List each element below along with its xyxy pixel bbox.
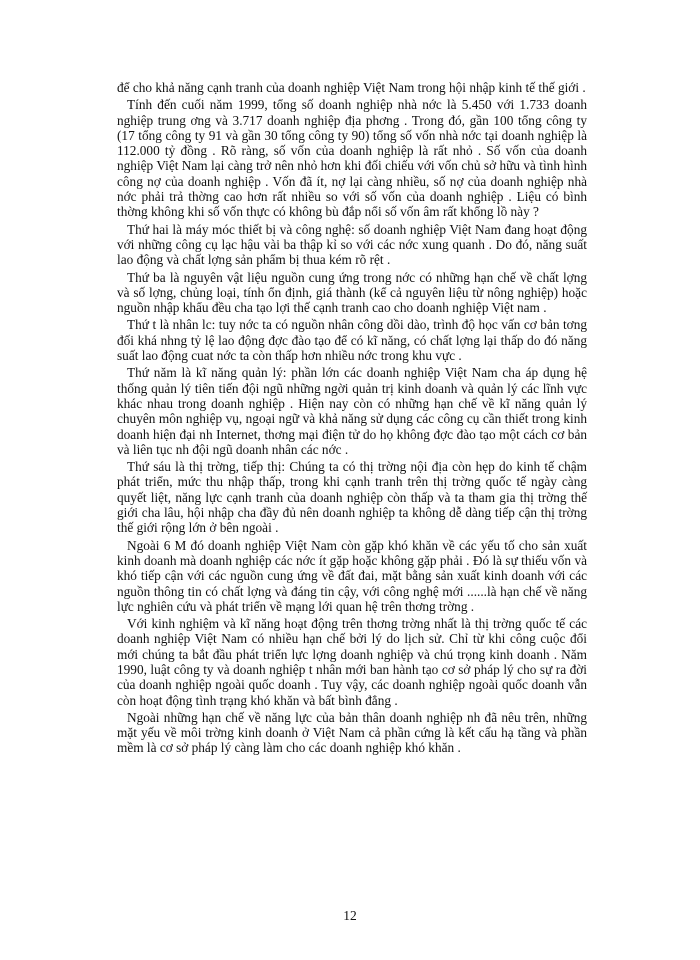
paragraph: Với kinh nghiệm và kĩ năng hoạt động trên thơng trờng nhất là thị trờng quốc tế các doanh nghiệp Việt Nam có nhiều hạn chế bởi lý do lịch sử. Chỉ từ khi công cuộc đổi mới chúng ta bắt đầu phát triển lực lợng doanh nghiệp và chú trọng kinh doanh . Năm 1990, luật công ty và doanh nghiệp t nhân mới ban hành tạo cơ sở pháp lý cho sự ra đời của doanh nghiệp ngoài quốc doanh . Tuy vậy, các doanh nghiệp ngoài quốc doanh vẫn còn hoạt động tình trạng khó khăn và bất bình đẳng . [117, 616, 587, 708]
paragraph: để cho khả năng cạnh tranh của doanh nghiệp Việt Nam trong hội nhập kinh tế thế giới . [117, 80, 586, 95]
page-number: 12 [343, 908, 357, 923]
paragraph: Ngoài những hạn chế về năng lực của bản thân doanh nghiệp nh đã nêu trên, những mặt yếu về môi trờng kinh doanh ở Việt Nam cả phần cứng là kết cấu hạ tầng và phần mềm là cơ sở pháp lý càng làm cho các doanh nghiệp khó khăn . [117, 709, 587, 756]
paragraph: Ngoài 6 M đó doanh nghiệp Việt Nam còn gặp khó khăn về các yếu tố cho sản xuất kinh doanh mà doanh nghiệp các nớc ít gặp hoặc không gặp phải . Đó là sự thiếu vốn và khó tiếp cận với các nguồn cung ứng về đất đai, mặt bằng sản xuất kinh doanh với các nguồn thông tin có chất lợng và đáng tin cậy, với công nghệ mới ......là hạn chế về năng lực nghiên cứu và phát triển về mạng lới quan hệ trên thơng trờng . [117, 537, 587, 614]
paragraph: Tính đến cuối năm 1999, tổng số doanh nghiệp nhà nớc là 5.450 với 1.733 doanh nghiệp trung ơng và 3.717 doanh nghiệp địa phơng . Trong đó, gần 100 tổng công ty (17 tổng công ty 91 và gần 30 tổng công ty 90) tổng số vốn nhà nớc tại doanh nghiệp là 112.000 tỷ đồng . Rõ ràng, số vốn của doanh nghiệp là rất nhỏ . Số vốn của doanh nghiệp Việt Nam lại càng trở nên nhỏ hơn khi đối chiếu với vốn chủ sở hữu và tình hình công nợ của doanh nghiệp . Vốn đã ít, nợ lại càng nhiều, số nợ của doanh nghiệp nhà nớc phải trả thờng cao hơn rất nhiều so với số vốn của doanh nghiệp . Liệu có bình thờng không khi số vốn thực có không bù đắp nổi số vốn âm rất khổng lồ này ? [117, 97, 587, 220]
paragraph: Thứ sáu là thị trờng, tiếp thị: Chúng ta có thị trờng nội địa còn hẹp do kinh tế chậm phát triển, mức thu nhập thấp, trong khi cạnh tranh trên thị trờng quốc tế ngày càng quyết liệt, năng lực cạnh tranh của doanh nghiệp còn thấp và ta tham gia thị trờng thế giới cha lâu, hội nhập cha đầy đủ nên doanh nghiệp ta không dễ dàng tiếp cận thị trờng thế giới rộng lớn ở bên ngoài . [117, 459, 587, 536]
paragraph: Thứ hai là máy móc thiết bị và công nghệ: số doanh nghiệp Việt Nam đang hoạt động với những công cụ lạc hậu vài ba thập kỉ so với các nớc xung quanh . Do đó, năng suất lao động và chất lợng sản phẩm bị thua kém rõ rệt . [117, 221, 587, 268]
paragraph: Thứ ba là nguyên vật liệu nguồn cung ứng trong nớc có những hạn chế về chất lợng và số lợng, chủng loại, tính ổn định, giá thành (kể cả nguyên liệu từ nông nghiệp) hoặc nguồn nhập khẩu đều cha tạo lợi thế cạnh tranh cao cho doanh nghiệp Việt nam . [117, 269, 587, 316]
paragraph: Thứ t là nhân lc: tuy nớc ta có nguồn nhân công dồi dào, trình độ học vấn cơ bản tơng đối khá nhng tỷ lệ lao động đợc đào tạo để có kĩ năng, có chất lợng lại thấp do đó năng suất lao động cuat nớc ta còn thấp hơn nhiều nớc trong khu vực . [117, 317, 587, 364]
document-body [117, 80, 587, 758]
paragraph: Thứ năm là kĩ năng quản lý: phần lớn các doanh nghiệp Việt Nam cha áp dụng hệ thống quản lý tiên tiến đội ngũ những ngời quản trị kinh doanh và quản lý các lĩnh vực khác nhau trong doanh nghiệp . Hiện nay còn có những hạn chế về kĩ năng quản lý chuyên môn nghiệp vụ, ngoại ngữ và khả năng sử dụng các công cụ cần thiết trong kinh doanh hiện đại nh Internet, thơng mại điện tử do họ không đợc đào tạo một cách cơ bản và liên tục nh đội ngũ doanh nhân các nớc . [117, 365, 587, 457]
